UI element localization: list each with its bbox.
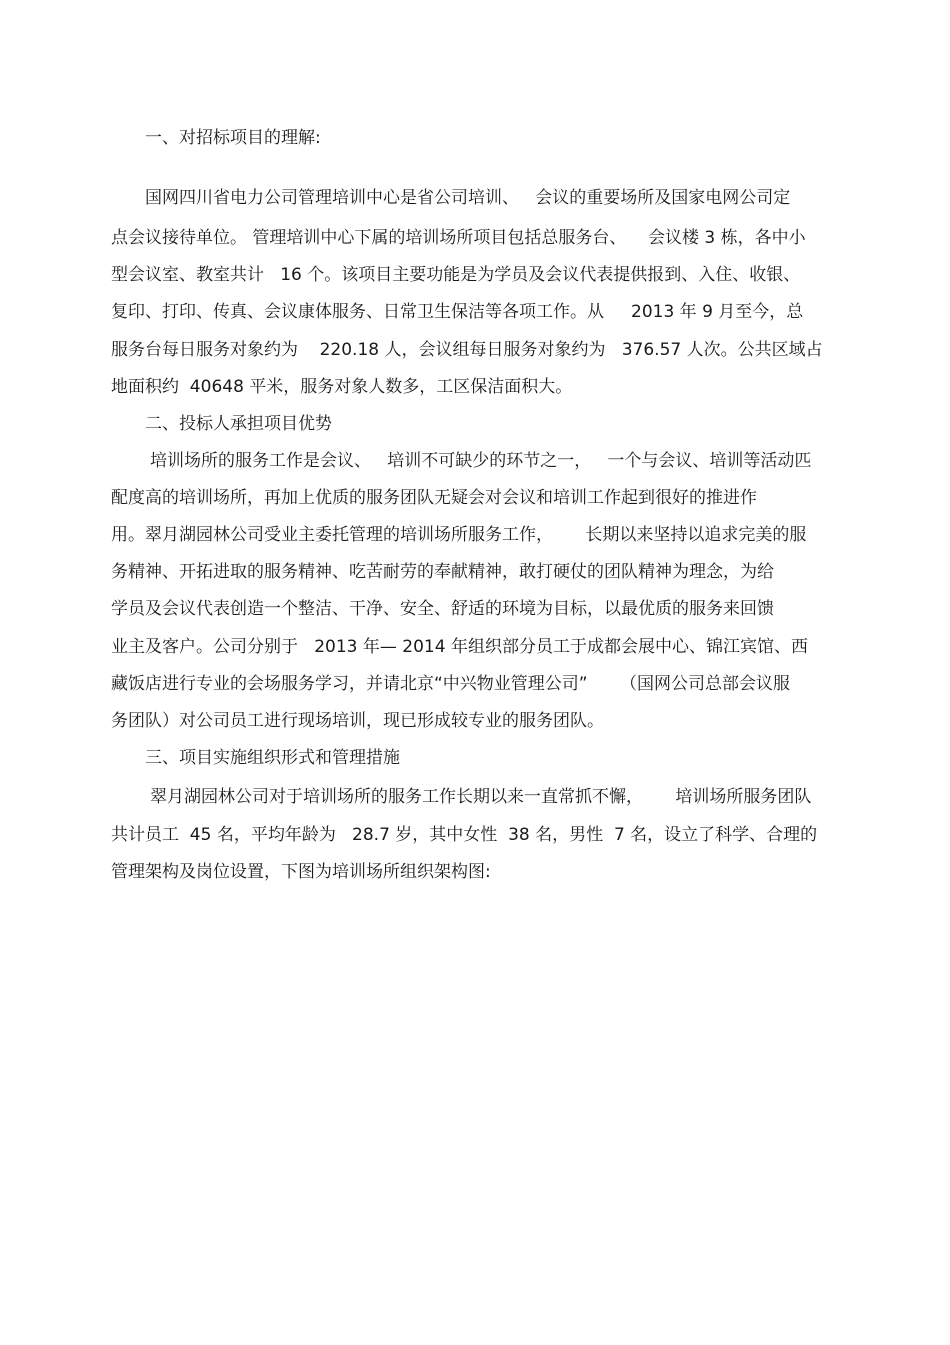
paragraph-1-line-4: 复印、打印、传真、会议康体服务、日常卫生保洁等各项工作。从 2013 年 9 月至今，总 [111,302,804,322]
paragraph-1-line-2: 点会议接待单位。 管理培训中心下属的培训场所项目包括总服务台、 会议楼 3 栋，各中小 [111,228,806,248]
paragraph-3-line-3: 管理架构及岗位设置，下图为培训场所组织架构图: [111,862,491,882]
paragraph-1-line-3: 型会议室、教室共计 16 个。该项目主要功能是为学员及会议代表提供报到、入住、收银、 [111,265,801,285]
paragraph-2-line-5: 学员及会议代表创造一个整洁、干净、安全、舒适的环境为目标，以最优质的服务来回馈 [111,599,774,619]
paragraph-2-line-4: 务精神、开拓进取的服务精神、吃苦耐劳的奉献精神，敢打硬仗的团队精神为理念，为给 [111,562,774,582]
paragraph-1-line-6: 地面积约 40648 平米，服务对象人数多，工区保洁面积大。 [111,377,573,397]
section-heading-3: 三、项目实施组织形式和管理措施 [145,748,400,768]
section-heading-2: 二、投标人承担项目优势 [145,414,332,434]
paragraph-1-line-1: 国网四川省电力公司管理培训中心是省公司培训、 会议的重要场所及国家电网公司定 [145,188,791,208]
paragraph-2-line-8: 务团队）对公司员工进行现场培训，现已形成较专业的服务团队。 [111,711,604,731]
paragraph-2-line-3: 用。翠月湖园林公司受业主委托管理的培训场所服务工作， 长期以来坚持以追求完美的服 [111,525,807,545]
paragraph-2-line-2: 配度高的培训场所，再加上优质的服务团队无疑会对会议和培训工作起到很好的推进作 [111,488,757,508]
section-heading-1: 一、对招标项目的理解: [145,128,321,148]
paragraph-3-line-1: 翠月湖园林公司对于培训场所的服务工作长期以来一直常抓不懈， 培训场所服务团队 [150,787,812,807]
paragraph-2-line-1: 培训场所的服务工作是会议、 培训不可缺少的环节之一， 一个与会议、培训等活动匹 [150,451,812,471]
paragraph-2-line-6: 业主及客户。公司分别于 2013 年— 2014 年组织部分员工于成都会展中心、锦江宾馆、西 [111,637,808,657]
paragraph-1-line-5: 服务台每日服务对象约为 220.18 人，会议组每日服务对象约为 376.57 人次。公共区域占 [111,340,823,360]
paragraph-3-line-2: 共计员工 45 名，平均年龄为 28.7 岁，其中女性 38 名，男性 7 名，设立了科学、合理的 [111,825,818,845]
paragraph-2-line-7: 藏饭店进行专业的会场服务学习，并请北京“中兴物业管理公司” （国网公司总部会议服 [111,674,791,694]
